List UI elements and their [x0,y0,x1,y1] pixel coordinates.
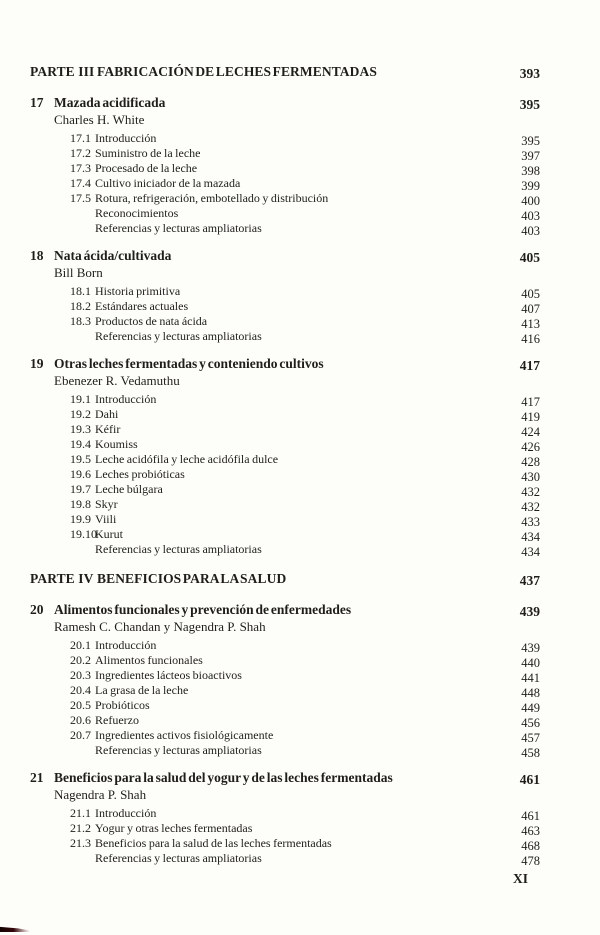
entry-title: Rotura, refrigeración, embotellado y distribución [95,191,329,205]
entry-number: 19.1 [70,392,91,406]
chapter-author: Ebenezer R. Vedamuthu [54,373,180,388]
entry-title: Introducción [95,392,157,406]
chapter-heading [30,247,540,264]
chapter-heading [30,769,540,786]
toc-entry [70,467,540,482]
entry-number: 19.4 [70,437,91,451]
entry-number: 20.4 [70,683,91,697]
entry-title: Introducción [95,131,157,145]
entry-title: Leche búlgara [95,482,163,496]
entry-title: Refuerzo [95,713,139,727]
entry-page-number: 441 [521,671,540,685]
entry-title: Introducción [95,806,157,820]
chapter-block [30,94,540,236]
entry-number: 17.2 [70,146,91,160]
chapter-title: Nata ácida/cultivada [54,248,172,263]
toc-entry [70,713,540,728]
chapter-number: 19 [30,356,44,371]
entry-page-number: 416 [521,332,540,346]
entry-page-number: 419 [521,410,540,424]
chapter-number: 18 [30,248,44,263]
entry-title: Reconocimientos [95,206,179,220]
entry-number [70,329,95,344]
toc-entry [70,542,540,557]
chapter-block [30,247,540,344]
entry-title: Introducción [95,638,157,652]
entry-title: Suministro de la leche [95,146,201,160]
chapter-heading [30,601,540,618]
toc-content [30,64,540,866]
toc-entry [70,728,540,743]
entry-number: 21.3 [70,836,91,850]
entry-page-number: 463 [521,824,540,838]
chapter-author: Bill Born [54,265,103,280]
entry-number: 20.3 [70,668,91,682]
chapter-block [30,769,540,866]
entry-page-number: 432 [521,485,540,499]
toc-entry [70,482,540,497]
chapter-title: Otras leches fermentadas y conteniendo cultivos [54,356,324,371]
chapter-heading [30,355,540,372]
entry-number: 20.5 [70,698,91,712]
entry-number: 21.2 [70,821,91,835]
entry-page-number: 430 [521,470,540,484]
entry-title: Dahi [95,407,119,421]
toc-entry [70,284,540,299]
chapter-page-number: 439 [519,604,540,619]
entry-number: 17.3 [70,161,91,175]
entry-page-number: 457 [521,731,540,745]
entry-number: 18.3 [70,314,91,328]
chapter-author: Nagendra P. Shah [54,787,147,802]
entry-number: 20.1 [70,638,91,652]
entry-number [70,851,95,866]
entry-page-number: 413 [521,317,540,331]
toc-entry [70,653,540,668]
entry-title: Cultivo iniciador de la mazada [95,176,241,190]
entry-title: Productos de nata ácida [95,314,208,328]
entry-number [70,743,95,758]
chapter-page-number: 395 [519,97,540,112]
toc-entry [70,407,540,422]
toc-entry [70,206,540,221]
toc-entry [70,314,540,329]
part-page-number: 437 [519,573,540,588]
toc-entry [70,806,540,821]
entry-title: Probióticos [95,698,150,712]
toc-entry [70,299,540,314]
entry-page-number: 439 [521,641,540,655]
part-heading [30,64,540,80]
entry-page-number: 398 [521,164,540,178]
entry-title: Ingredientes activos fisiológicamente [95,728,274,742]
entry-number: 17.1 [70,131,91,145]
entry-page-number: 399 [521,179,540,193]
entry-number: 20.2 [70,653,91,667]
toc-entry [70,161,540,176]
entry-page-number: 440 [521,656,540,670]
entry-title: Referencias y lecturas ampliatorias [95,221,262,235]
entry-title: Referencias y lecturas ampliatorias [95,542,262,556]
toc-entry [70,329,540,344]
entry-page-number: 458 [521,746,540,760]
toc-entry [70,191,540,206]
toc-entry [70,821,540,836]
toc-entry [70,392,540,407]
chapter-entries [70,284,540,344]
entry-page-number: 424 [521,425,540,439]
entry-page-number: 468 [521,839,540,853]
toc-entry [70,527,540,542]
part-title: FABRICACIÓN DE LECHES FERMENTADAS [97,64,377,79]
scan-artifact-corner [0,926,30,932]
entry-page-number: 400 [521,194,540,208]
toc-entry [70,221,540,236]
entry-number: 17.4 [70,176,91,190]
chapter-page-number: 405 [519,250,540,265]
toc-entry [70,851,540,866]
chapter-author: Charles H. White [54,112,145,127]
entry-title: Kurut [95,527,123,541]
entry-page-number: 405 [521,287,540,301]
chapter-author: Ramesh C. Chandan y Nagendra P. Shah [54,619,266,634]
toc-entry [70,497,540,512]
toc-entry [70,743,540,758]
entry-number: 20.7 [70,728,91,742]
part-label: PARTE IV [30,571,94,586]
entry-page-number: 448 [521,686,540,700]
entry-page-number: 397 [521,149,540,163]
entry-title: Skyr [95,497,118,511]
entry-page-number: 434 [521,530,540,544]
chapter-entries [70,806,540,866]
part-title: BENEFICIOS PARA LA SALUD [97,571,287,586]
toc-entry [70,176,540,191]
entry-title: Leches probióticas [95,467,185,481]
entry-number [70,221,95,236]
entry-number: 19.2 [70,407,91,421]
entry-page-number: 407 [521,302,540,316]
toc-entry [70,437,540,452]
entry-title: Beneficios para la salud de las leches fermentadas [95,836,332,850]
entry-title: Ingredientes lácteos bioactivos [95,668,242,682]
entry-page-number: 434 [521,545,540,559]
entry-title: Procesado de la leche [95,161,198,175]
entry-title: Alimentos funcionales [95,653,203,667]
entry-number: 18.1 [70,284,91,298]
entry-title: La grasa de la leche [95,683,189,697]
chapter-block [30,601,540,758]
entry-page-number: 417 [521,395,540,409]
chapter-block [30,355,540,557]
entry-number: 19.7 [70,482,91,496]
entry-page-number: 456 [521,716,540,730]
entry-page-number: 403 [521,209,540,223]
entry-number [70,206,95,221]
chapter-title: Alimentos funcionales y prevención de enfermedades [54,602,352,617]
chapter-number: 20 [30,602,44,617]
entry-page-number: 403 [521,224,540,238]
chapter-page-number: 461 [519,772,540,787]
entry-title: Estándares actuales [95,299,189,313]
entry-number: 19.9 [70,512,91,526]
toc-entry [70,146,540,161]
entry-page-number: 432 [521,500,540,514]
chapter-page-number: 417 [519,358,540,373]
chapter-heading [30,94,540,111]
entry-title: Viili [95,512,117,526]
entry-number: 19.3 [70,422,91,436]
entry-title: Historia primitiva [95,284,181,298]
toc-entry [70,668,540,683]
toc-entry [70,698,540,713]
entry-number: 17.5 [70,191,91,205]
part-label: PARTE III [30,64,95,79]
chapter-title: Mazada acidificada [54,95,166,110]
toc-entry [70,836,540,851]
toc-entry [70,422,540,437]
entry-page-number: 449 [521,701,540,715]
chapter-title: Beneficios para la salud del yogur y de las leches fermentadas [54,770,393,785]
entry-title: Referencias y lecturas ampliatorias [95,743,262,757]
entry-title: Koumiss [95,437,138,451]
entry-number: 19.6 [70,467,91,481]
entry-number: 19.5 [70,452,91,466]
part-heading [30,571,540,587]
entry-page-number: 478 [521,854,540,868]
toc-entry [70,512,540,527]
page-number-footer: XI [512,871,528,886]
entry-number: 20.6 [70,713,91,727]
chapter-entries [70,638,540,758]
entry-title: Kéfir [95,422,121,436]
toc-entry [70,452,540,467]
entry-page-number: 426 [521,440,540,454]
chapter-entries [70,392,540,557]
toc-entry [70,683,540,698]
chapter-entries [70,131,540,236]
entry-page-number: 433 [521,515,540,529]
toc-entry [70,638,540,653]
entry-title: Referencias y lecturas ampliatorias [95,851,262,865]
toc-entry [70,131,540,146]
entry-title: Referencias y lecturas ampliatorias [95,329,262,343]
entry-page-number: 395 [521,134,540,148]
entry-title: Yogur y otras leches fermentadas [95,821,253,835]
entry-number: 19.10 [70,527,97,541]
part-page-number: 393 [519,66,540,81]
chapter-number: 17 [30,95,44,110]
entry-number: 19.8 [70,497,91,511]
entry-number: 18.2 [70,299,91,313]
chapter-number: 21 [30,770,44,785]
entry-number: 21.1 [70,806,91,820]
entry-page-number: 461 [521,809,540,823]
entry-number [70,542,95,557]
entry-title: Leche acidófila y leche acidófila dulce [95,452,279,466]
entry-page-number: 428 [521,455,540,469]
